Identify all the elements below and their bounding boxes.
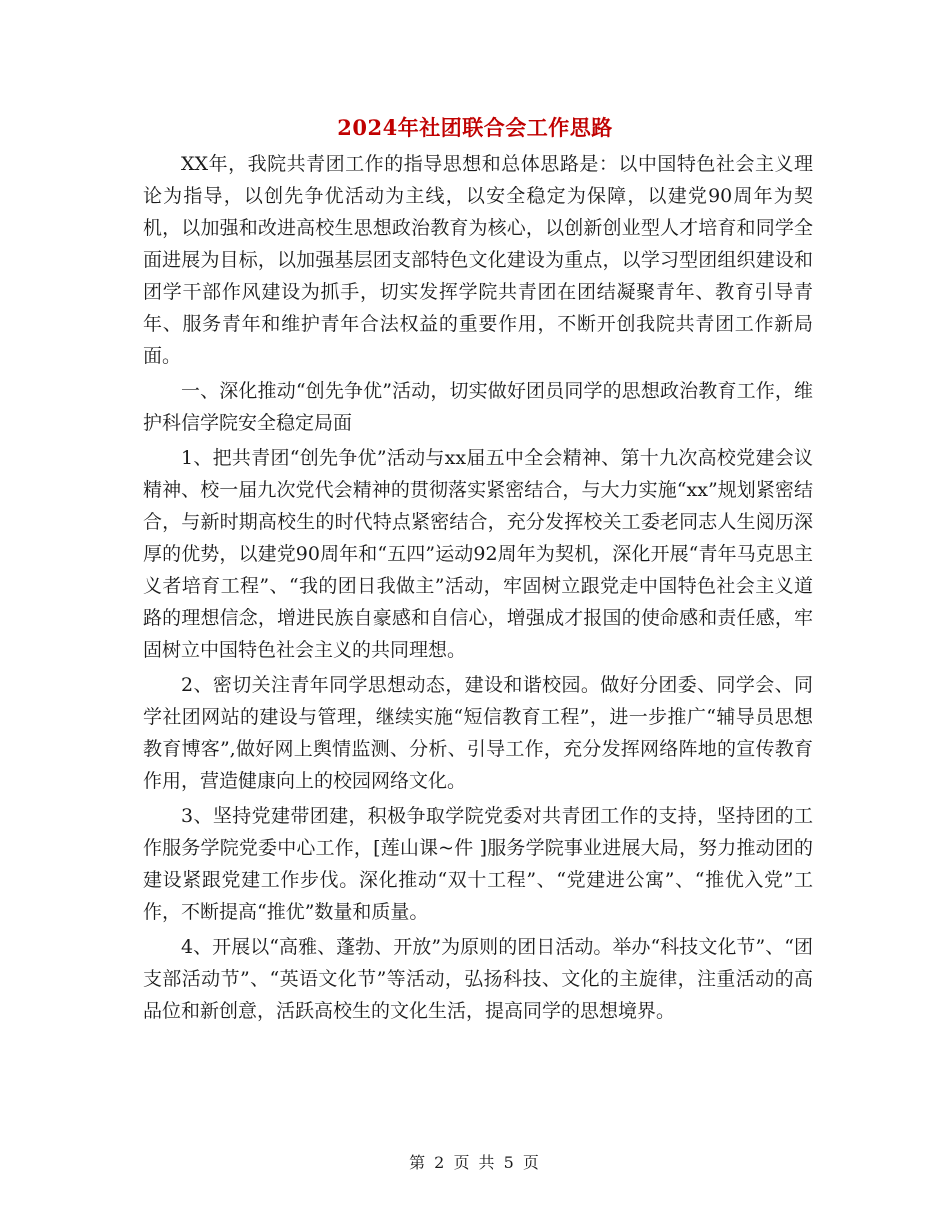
document-title: 2024年社团联合会工作思路 — [337, 115, 613, 140]
paragraph-item-3: 3、坚持党建带团建，积极争取学院党委对共青团工作的支持，坚持团的工作服务学院党委中心工作，[莲山课~件 ]服务学院事业进展大局，努力推动团的建设紧跟党建工作步伐。深化推动“双十工程”、“党建进公寓”、“推优入党”工作，不断提高“推优”数量和质量。 — [143, 805, 813, 923]
paragraph-item-1: 1、把共青团“创先争优”活动与xx届五中全会精神、第十九次高校党建会议精神、校一届九次党代会精神的贯彻落实紧密结合，与大力实施“xx”规划紧密结合，与新时期高校生的时代特点紧密结合，充分发挥校关工委老同志人生阅历深厚的优势，以建党90周年和“五四”运动92周年为契机，深化开展“青年马克思主义者培育工程”、“我的团日我做主”活动，牢固树立跟党走中国特色社会主义道路的理想信念，增进民族自豪感和自信心，增强成才报国的使命感和责任感，牢固树立中国特色社会主义的共同理想。 — [143, 447, 813, 661]
paragraph-intro: XX年，我院共青团工作的指导思想和总体思路是：以中国特色社会主义理论为指导，以创先争优活动为主线，以安全稳定为保障，以建党90周年为契机，以加强和改进高校生思想政治教育为核心，以创新创业型人才培育和同学全面进展为目标，以加强基层团支部特色文化建设为重点，以学习型团组织建设和团学干部作风建设为抓手，切实发挥学院共青团在团结凝聚青年、教育引导青年、服务青年和维护青年合法权益的重要作用，不断开创我院共青团工作新局面。 — [143, 153, 813, 367]
page-number-footer: 第 2 页 共 5 页 — [409, 1153, 541, 1172]
document-body — [143, 148, 813, 1030]
section-heading-1: 一、深化推动“创先争优”活动，切实做好团员同学的思想政治教育工作，维护科信学院安全稳定局面 — [143, 380, 813, 434]
paragraph-item-4: 4、开展以“高雅、蓬勃、开放”为原则的团日活动。举办“科技文化节”、“团支部活动节”、“英语文化节”等活动，弘扬科技、文化的主旋律，注重活动的高品位和新创意，活跃高校生的文化生活，提高同学的思想境界。 — [143, 936, 813, 1022]
paragraph-item-2: 2、密切关注青年同学思想动态，建设和谐校园。做好分团委、同学会、同学社团网站的建设与管理，继续实施“短信教育工程”，进一步推广“辅导员思想教育博客”,做好网上舆情监测、分析、引导工作，充分发挥网络阵地的宣传教育作用，营造健康向上的校园网络文化。 — [143, 674, 813, 792]
